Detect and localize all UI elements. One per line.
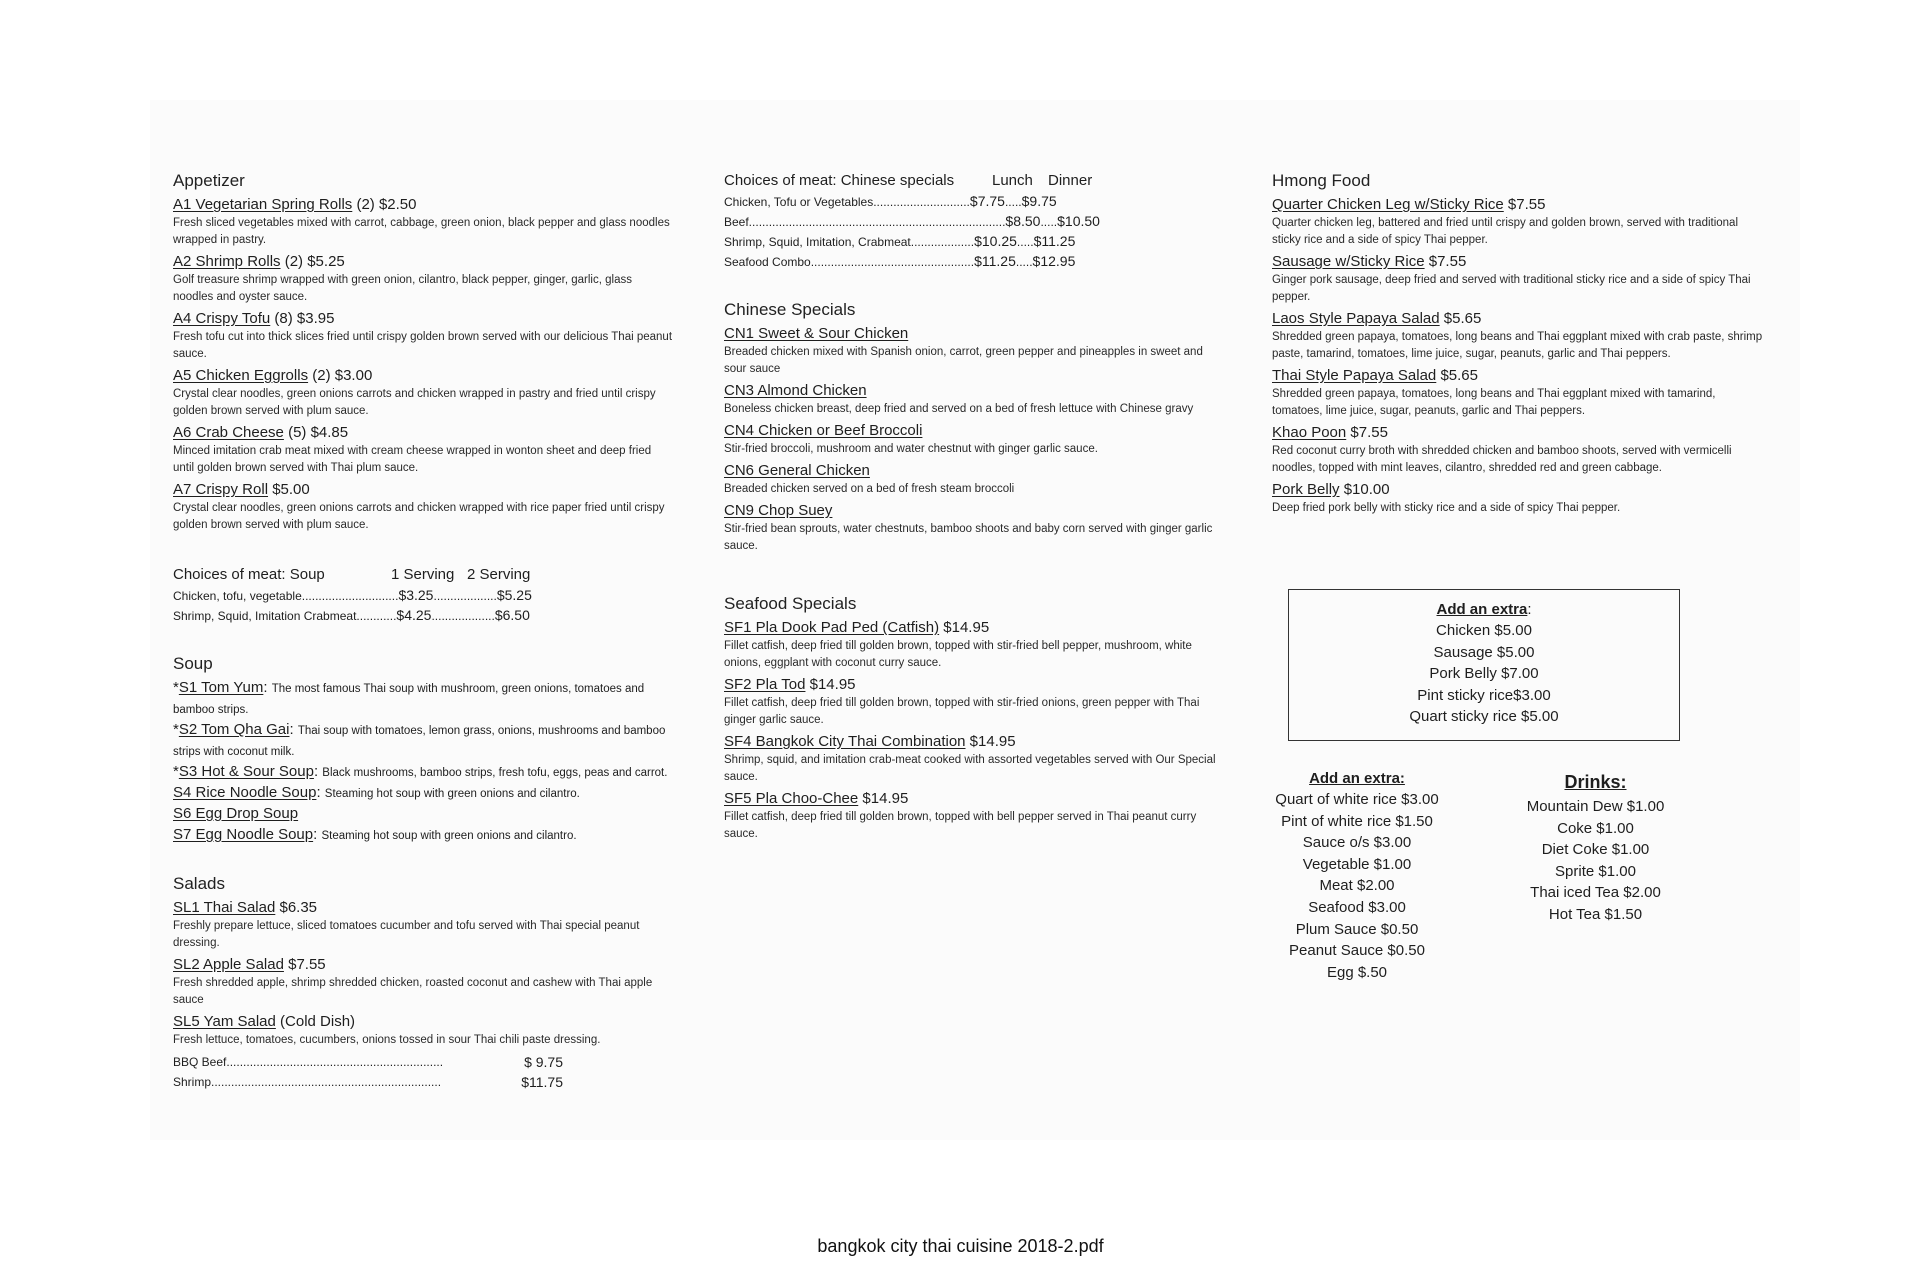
menu-item-price: $7.55	[283, 956, 326, 973]
menu-item-name: S2 Tom Qha Gai	[178, 721, 290, 738]
hmong-list	[1272, 195, 1767, 517]
section-title-chinese: Chinese Specials	[724, 300, 856, 319]
soup-choices-rows	[173, 586, 673, 626]
drinks-lines	[1508, 796, 1683, 926]
menu-item-name: SF1 Pla Dook Pad Ped (Catfish)	[724, 619, 940, 636]
menu-item-header	[1272, 252, 1767, 272]
chinese-choices-rows	[724, 192, 1224, 272]
menu-item-header	[724, 324, 1224, 344]
menu-item-name: S3 Hot & Sour Soup	[178, 763, 314, 780]
meat-choice-price-2: $11.25	[1033, 233, 1076, 249]
menu-item-description: Boneless chicken breast, deep fried and served on a bed of fresh lettuce with Chinese gravy	[724, 403, 1194, 415]
menu-item-header	[173, 195, 673, 215]
menu-item-header	[724, 789, 1224, 809]
meat-choice-price-2: $12.95	[1032, 253, 1076, 269]
meat-choice-price-2: $6.50	[494, 607, 530, 623]
menu-item-price: $6.35	[275, 899, 318, 916]
menu-item-price: (2) $2.50	[352, 196, 417, 213]
extra-box-line: Sausage $5.00	[1433, 643, 1535, 661]
meat-choice-price-1: $4.25	[396, 607, 432, 623]
menu-item-name: S6 Egg Drop Soup	[173, 805, 299, 822]
menu-item-header	[724, 461, 1224, 481]
menu-item-description: Fresh sliced vegetables mixed with carrot, cabbage, green onion, black pepper and glass noodles wrapped in pastry.	[173, 217, 670, 246]
menu-item-price: $7.55	[1503, 196, 1546, 213]
menu-item	[173, 366, 673, 420]
add-extra-box-colon: :	[1527, 601, 1532, 618]
menu-item-separator: :	[313, 826, 322, 843]
extra-list-line: Seafood $3.00	[1308, 898, 1406, 916]
menu-item-name: A7 Crispy Roll	[173, 481, 269, 498]
menu-column-right	[1272, 170, 1767, 520]
chinese-choices-header	[724, 170, 1224, 192]
chinese-list	[724, 324, 1224, 555]
add-extra-list	[1262, 768, 1452, 983]
menu-item-header	[173, 955, 673, 975]
menu-item-name: S4 Rice Noodle Soup	[173, 784, 317, 801]
menu-item	[173, 804, 673, 825]
menu-item-name: SL2 Apple Salad	[173, 956, 284, 973]
section-title-hmong: Hmong Food	[1272, 171, 1371, 190]
chinese-choices-title: Choices of meat: Chinese specials	[724, 172, 955, 189]
menu-item-description: Thai soup with tomatoes, lemon grass, onions, mushrooms and bamboo strips with coconut milk.	[173, 725, 666, 758]
add-extra-box-lines	[1289, 620, 1679, 728]
menu-item-header	[173, 678, 673, 720]
menu-item-header	[724, 675, 1224, 695]
meat-choice-price-2: $10.50	[1057, 213, 1100, 229]
menu-item-separator: :	[289, 721, 298, 738]
add-extra-list-title: Add an extra:	[1309, 770, 1405, 787]
menu-item-price: $7.55	[1346, 424, 1388, 441]
menu-item-separator: :	[263, 679, 272, 696]
menu-item-name: Quarter Chicken Leg w/Sticky Rice	[1272, 196, 1504, 213]
menu-item	[724, 618, 1224, 672]
drinks-list	[1508, 770, 1683, 926]
menu-item-name: A2 Shrimp Rolls	[173, 253, 281, 270]
menu-item	[173, 252, 673, 306]
menu-item	[724, 381, 1224, 418]
menu-item-description: The most famous Thai soup with mushroom, green onions, tomatoes and bamboo strips.	[173, 683, 645, 716]
menu-item-header	[724, 421, 1224, 441]
menu-item-price: $10.00	[1339, 481, 1390, 498]
menu-item-header	[724, 381, 1224, 401]
menu-column-left	[173, 170, 673, 1092]
menu-item-description: Breaded chicken mixed with Spanish onion, carrot, green pepper and pineapples in sweet and sour sauce	[724, 346, 1203, 375]
menu-item-name: A4 Crispy Tofu	[173, 310, 271, 327]
meat-choice-name: Chicken, Tofu or Vegetables.............................	[724, 195, 970, 209]
menu-item-price: $14.95	[939, 619, 990, 636]
add-extra-box	[1288, 589, 1680, 741]
meat-choice-name: Shrimp, Squid, Imitation, Crabmeat...................	[724, 235, 975, 249]
meat-choice-row	[724, 212, 1224, 232]
meat-choice-row	[724, 252, 1224, 272]
menu-item-header	[173, 783, 673, 804]
salad-option-price: $11.75	[521, 1074, 563, 1090]
salad-option-name: Shrimp.....................................................................	[173, 1075, 442, 1089]
menu-item-description: Fresh shredded apple, shrimp shredded chicken, roasted coconut and cashew with Thai apple sauce	[173, 977, 653, 1006]
menu-item	[1272, 366, 1767, 420]
menu-column-middle	[724, 170, 1224, 846]
drinks-title: Drinks:	[1564, 772, 1627, 792]
meat-choice-price-2: $5.25	[496, 587, 532, 603]
soup-choices-header	[173, 564, 673, 586]
menu-item-name: SL1 Thai Salad	[173, 899, 276, 916]
extra-box-line: Chicken $5.00	[1436, 622, 1532, 639]
menu-item-name: CN9 Chop Suey	[724, 502, 833, 519]
menu-item	[173, 825, 673, 846]
extra-list-line: Pint of white rice $1.50	[1281, 812, 1433, 830]
menu-item-header	[173, 720, 673, 762]
meat-choice-name: Beef.............................................................................	[724, 215, 1006, 229]
menu-item	[173, 783, 673, 804]
menu-item-header	[173, 480, 673, 500]
meat-choice-price-2: $9.75	[1021, 193, 1057, 209]
menu-item-name: CN4 Chicken or Beef Broccoli	[724, 422, 923, 439]
menu-item	[173, 195, 673, 249]
menu-item	[173, 309, 673, 363]
menu-item-header	[173, 309, 673, 329]
salad-option-row	[173, 1052, 563, 1072]
menu-item-name: SF2 Pla Tod	[724, 676, 806, 693]
meat-choice-row	[724, 192, 1224, 212]
add-extra-list-lines	[1262, 789, 1452, 983]
meat-choice-price-1: $3.25	[398, 587, 434, 603]
menu-item-price: $14.95	[965, 733, 1016, 750]
meat-choice-leader: .....	[1015, 255, 1033, 269]
menu-item	[1272, 309, 1767, 363]
extra-list-line: Plum Sauce $0.50	[1295, 920, 1419, 938]
menu-item-header	[1272, 480, 1767, 500]
menu-item-header	[724, 501, 1224, 521]
drink-line: Mountain Dew $1.00	[1526, 798, 1665, 815]
menu-item-description: Stir-fried broccoli, mushroom and water chestnut with ginger garlic sauce.	[724, 443, 1098, 455]
seafood-list	[724, 618, 1224, 843]
menu-item-name: A1 Vegetarian Spring Rolls	[173, 196, 353, 213]
menu-item	[724, 461, 1224, 498]
menu-item-header	[1272, 195, 1767, 215]
meat-choice-price-1: $10.25	[974, 233, 1017, 249]
salad-option-name: BBQ Beef.................................................................	[173, 1055, 444, 1069]
menu-item-separator: :	[313, 763, 323, 780]
chinese-choices-col2: Dinner	[1048, 172, 1093, 189]
menu-item	[1272, 480, 1767, 517]
add-extra-box-title	[1289, 599, 1679, 620]
menu-item-header	[173, 762, 673, 783]
menu-item	[173, 678, 673, 720]
section-title-soup: Soup	[173, 654, 213, 673]
add-extra-box-title-text: Add an extra	[1436, 601, 1528, 618]
soup-choices-col1: 1 Serving	[391, 566, 455, 583]
menu-item-name: Khao Poon	[1272, 424, 1347, 441]
menu-item-price: $5.00	[268, 481, 310, 498]
meat-choice-row	[173, 586, 673, 606]
menu-item	[173, 762, 673, 783]
section-title-appetizer: Appetizer	[173, 171, 245, 190]
meat-choice-leader: .....	[1004, 195, 1022, 209]
extra-box-line: Quart sticky rice $5.00	[1409, 708, 1559, 725]
menu-item-description: Fillet catfish, deep fried till golden brown, topped with stir-fried onions, green pepper with Thai ginger garlic sauce.	[724, 697, 1200, 726]
menu-item-price: $7.55	[1424, 253, 1467, 270]
document-filename: bangkok city thai cuisine 2018-2.pdf	[817, 1236, 1104, 1256]
appetizer-list	[173, 195, 673, 534]
menu-item	[724, 324, 1224, 378]
section-title-seafood: Seafood Specials	[724, 594, 857, 613]
menu-item-description: Steaming hot soup with green onions and cilantro.	[321, 830, 577, 842]
menu-item-marker: *	[173, 679, 179, 696]
menu-item-description: Shrimp, squid, and imitation crab-meat cooked with assorted vegetables served with Our Special sauce.	[724, 754, 1216, 783]
menu-item-description: Crystal clear noodles, green onions carrots and chicken wrapped with rice paper fried until crispy golden brown served with plum sauce.	[173, 502, 665, 531]
meat-choice-price-1: $11.25	[974, 253, 1016, 269]
menu-item-name: SF5 Pla Choo-Chee	[724, 790, 859, 807]
meat-choice-leader: ...................	[433, 589, 497, 603]
menu-item	[173, 720, 673, 762]
drink-line: Diet Coke $1.00	[1541, 841, 1650, 859]
menu-item-price: $5.65	[1436, 367, 1478, 384]
menu-item	[173, 955, 673, 1009]
menu-item-price: (2) $5.25	[280, 253, 345, 270]
menu-item-separator: :	[316, 784, 325, 801]
menu-item-name: S7 Egg Noodle Soup	[173, 826, 314, 843]
meat-choice-price-1: $8.50	[1005, 213, 1041, 229]
menu-item-header	[1272, 366, 1767, 386]
extra-list-line: Egg $.50	[1326, 963, 1388, 981]
meat-choice-row	[173, 606, 673, 626]
menu-item-description: Golf treasure shrimp wrapped with green onion, cilantro, black pepper, ginger, garlic, glass noodles and oyster sauce.	[173, 274, 632, 303]
soup-choices-col2: 2 Serving	[467, 566, 531, 583]
menu-item	[724, 789, 1224, 843]
menu-item-description: Quarter chicken leg, battered and fried until crispy and golden brown, served with traditional sticky rice and a side of spicy Thai pepper.	[1272, 217, 1739, 246]
menu-item-price: (Cold Dish)	[275, 1013, 356, 1030]
menu-item-header	[1272, 309, 1767, 329]
menu-item	[1272, 252, 1767, 306]
salads-priced	[173, 1052, 673, 1092]
menu-item-description: Ginger pork sausage, deep fried and served with traditional sticky rice and a side of spicy Thai pepper.	[1272, 274, 1751, 303]
menu-item	[173, 480, 673, 534]
menu-item-header	[173, 423, 673, 443]
drink-line: Coke $1.00	[1557, 819, 1634, 837]
salad-option-price: $ 9.75	[524, 1054, 563, 1070]
menu-item-price: (2) $3.00	[308, 367, 373, 384]
menu-item-description: Steaming hot soup with green onions and cilantro.	[324, 788, 580, 800]
section-title-salads: Salads	[173, 874, 225, 893]
menu-item	[1272, 423, 1767, 477]
extra-list-line: Peanut Sauce $0.50	[1289, 942, 1425, 960]
salad-option-row	[173, 1072, 563, 1092]
menu-item-header	[173, 804, 673, 825]
chinese-choices-col1: Lunch	[992, 172, 1033, 189]
extra-list-line: Quart of white rice $3.00	[1275, 791, 1439, 808]
menu-item-header	[173, 825, 673, 846]
menu-item-header	[724, 618, 1224, 638]
menu-item-price: $14.95	[805, 676, 856, 693]
meat-choice-leader: .....	[1040, 215, 1058, 229]
menu-item-header	[1272, 423, 1767, 443]
menu-item-header	[173, 252, 673, 272]
menu-item-description: Shredded green papaya, tomatoes, long beans and Thai eggplant mixed with crab paste, shrimp paste, tamarind, tomatoes, lime juice, sugar, peanuts, garlic and Thai peppers.	[1272, 331, 1763, 360]
menu-item-header	[173, 898, 673, 918]
menu-item	[173, 1012, 673, 1049]
menu-item	[1272, 195, 1767, 249]
menu-item-marker: *	[173, 763, 179, 780]
drink-line: Thai iced Tea $2.00	[1530, 884, 1661, 902]
menu-item-name: A6 Crab Cheese	[173, 424, 284, 441]
extra-box-line: Pint sticky rice$3.00	[1417, 686, 1551, 704]
menu-item-description: Minced imitation crab meat mixed with cream cheese wrapped in wonton sheet and deep fried until golden brown served with Thai plum sauce.	[173, 445, 652, 474]
menu-item-name: Sausage w/Sticky Rice	[1272, 253, 1425, 270]
menu-item-description: Deep fried pork belly with sticky rice and a side of spicy Thai pepper.	[1272, 502, 1621, 514]
soup-list	[173, 678, 673, 846]
menu-item-name: CN3 Almond Chicken	[724, 382, 867, 399]
menu-item-name: A5 Chicken Eggrolls	[173, 367, 309, 384]
drink-line: Hot Tea $1.50	[1548, 905, 1643, 923]
extra-list-line: Vegetable $1.00	[1302, 855, 1412, 873]
menu-item-header	[173, 1012, 673, 1032]
drink-line: Sprite $1.00	[1555, 862, 1636, 880]
menu-item-name: S1 Tom Yum	[178, 679, 264, 696]
menu-item	[724, 732, 1224, 786]
menu-item-price: $14.95	[858, 790, 909, 807]
meat-choice-name: Shrimp, Squid, Imitation Crabmeat............	[173, 609, 397, 623]
soup-choices-title: Choices of meat: Soup	[173, 566, 325, 583]
menu-item-description: Fresh tofu cut into thick slices fried until crispy golden brown served with our delicious Thai peanut sauce.	[173, 331, 673, 360]
menu-item-description: Stir-fried bean sprouts, water chestnuts, bamboo shoots and baby corn served with ginger garlic sauce.	[724, 523, 1213, 552]
menu-item-name: CN6 General Chicken	[724, 462, 870, 479]
menu-item-description: Breaded chicken served on a bed of fresh steam broccoli	[724, 483, 1015, 495]
menu-item-description: Fillet catfish, deep fried till golden brown, topped with bell pepper served in Thai peanut curry sauce.	[724, 811, 1197, 840]
menu-item	[724, 675, 1224, 729]
menu-item	[724, 501, 1224, 555]
meat-choice-leader: .....	[1016, 235, 1034, 249]
menu-item-description: Fillet catfish, deep fried till golden brown, topped with stir-fried bell pepper, mushroom, white onions, eggplant with coconut curry sauce.	[724, 640, 1192, 669]
extra-list-line: Meat $2.00	[1319, 877, 1395, 895]
menu-item-price: $5.65	[1439, 310, 1482, 327]
menu-item-name: CN1 Sweet & Sour Chicken	[724, 325, 909, 342]
menu-item-header	[724, 732, 1224, 752]
menu-item-description: Freshly prepare lettuce, sliced tomatoes cucumber and tofu served with Thai special peanut dressing.	[173, 920, 640, 949]
menu-item-name: SL5 Yam Salad	[173, 1013, 276, 1030]
menu-item-description: Red coconut curry broth with shredded chicken and bamboo shoots, served with vermicelli noodles, topped with mint leaves, cilantro, shredded red and green cabbage.	[1272, 445, 1732, 474]
menu-item-name: Thai Style Papaya Salad	[1272, 367, 1437, 384]
menu-item-description: Black mushrooms, bamboo strips, fresh tofu, eggs, peas and carrot.	[322, 767, 668, 779]
meat-choice-name: Chicken, tofu, vegetable.............................	[173, 589, 399, 603]
menu-item-name: Laos Style Papaya Salad	[1272, 310, 1440, 327]
extra-box-line: Pork Belly $7.00	[1429, 665, 1539, 682]
meat-choice-row	[724, 232, 1224, 252]
menu-item	[173, 898, 673, 952]
meat-choice-name: Seafood Combo.................................................	[724, 255, 975, 269]
meat-choice-leader: ...................	[431, 609, 495, 623]
menu-item-price: (8) $3.95	[270, 310, 335, 327]
menu-item	[724, 421, 1224, 458]
menu-item-marker: *	[173, 721, 179, 738]
menu-item-name: SF4 Bangkok City Thai Combination	[724, 733, 966, 750]
menu-item-header	[173, 366, 673, 386]
extra-list-line: Sauce o/s $3.00	[1302, 834, 1412, 852]
menu-item-description: Shredded green papaya, tomatoes, long beans and Thai eggplant mixed with tamarind, tomatoes, lime juice, sugar, peanuts, garlic and Thai peppers.	[1272, 388, 1716, 417]
menu-item-name: Pork Belly	[1272, 481, 1340, 498]
menu-item-price: (5) $4.85	[283, 424, 349, 441]
meat-choice-price-1: $7.75	[969, 193, 1005, 209]
salads-list	[173, 898, 673, 1049]
menu-item	[173, 423, 673, 477]
menu-item-description: Crystal clear noodles, green onions carrots and chicken wrapped in pastry and fried until crispy golden brown served with plum sauce.	[173, 388, 656, 417]
menu-item-description: Fresh lettuce, tomatoes, cucumbers, onions tossed in sour Thai chili paste dressing.	[173, 1034, 601, 1046]
